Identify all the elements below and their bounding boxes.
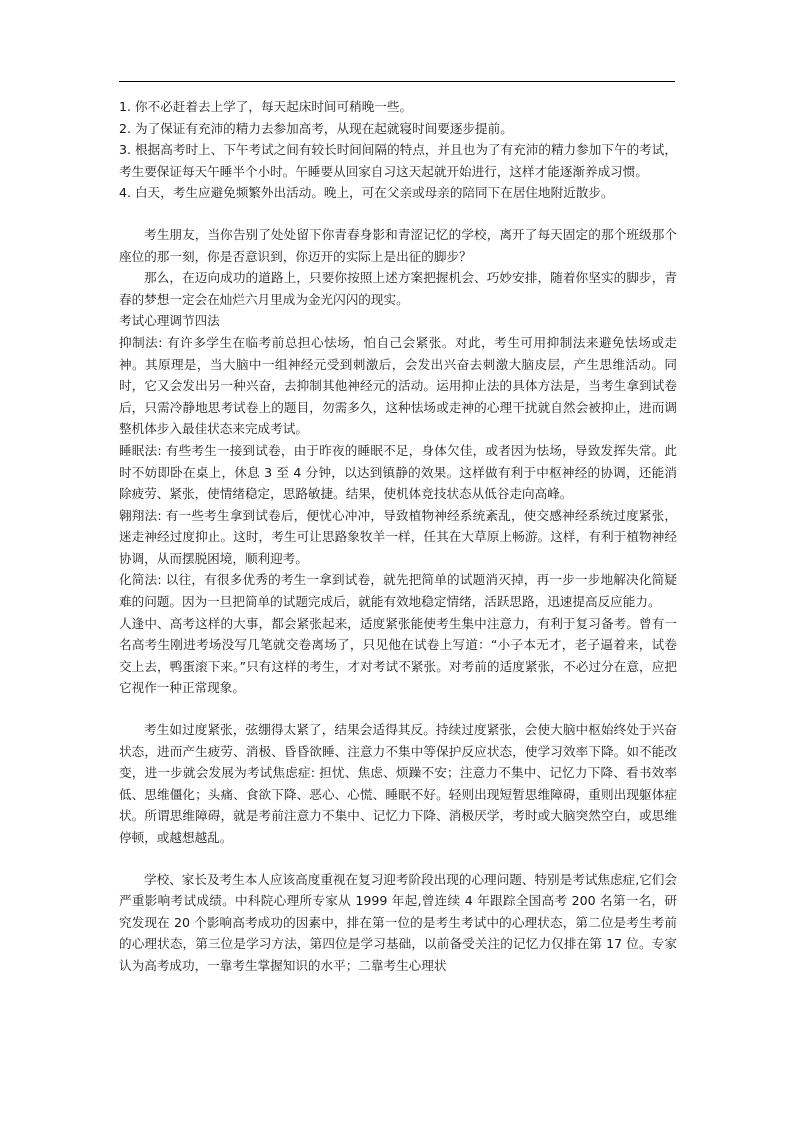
tip-3: 3. 根据高考时上、下午考试之间有较长时间间隔的特点，并且也为了有充沛的精力参加下午的考试，考生要保证每天午睡半个小时。午睡要从回家自习这天起就开始进行，这样才能逐渐养成习惯。: [119, 142, 677, 179]
tip-4: 4. 白天，考生应避免频繁外出活动。晚上，可在父亲或母亲的陪同下在居住地附近散步。: [119, 185, 614, 201]
spacer: [119, 204, 677, 224]
intro-paragraph-2: 那么，在迈向成功的道路上，只要你按照上述方案把握机会、巧妙安排，随着你坚实的脚步，青春的梦想一定会在灿烂六月里成为金光闪闪的现实。: [119, 270, 677, 307]
header-rule: [119, 81, 675, 82]
paragraph-moderate-tension: 人逢中、高考这样的大事，都会紧张起来，适度紧张能使考生集中注意力，有利于复习备考。曾有一名高考生刚进考场没写几笔就交卷离场了，只见他在试卷上写道：“小子本无才，老子逼着来，试卷交上去，鸭蛋滚下来。”只有这样的考生，才对考试不紧张。对考前的适度紧张，不必过分在意，应把它视作一种正常现象。: [119, 615, 677, 696]
tip-2: 2. 为了保证有充沛的精力去参加高考，从现在起就寝时间要逐步提前。: [119, 120, 513, 136]
method-soar: 翱翔法: 有一些考生拿到试卷后，便忧心冲冲，导致植物神经系统紊乱，使交感神经系统过度紧张，迷走神经过度抑止。这时，考生可让思路象牧羊一样，任其在大草原上畅游。这样，有利于植物神经协调，从而摆脱困境，顺利迎考。: [119, 507, 677, 566]
method-simplify: 化简法: 以往，有很多优秀的考生一拿到试卷，就先把简单的试题消灭掉，再一步一步地解决化简疑难的问题。因为一旦把简单的试题完成后，就能有效地稳定情绪，活跃思路，迅速提高反应能力。: [119, 572, 677, 610]
paragraph-excess-tension: 考生如过度紧张，弦绷得太紧了，结果会适得其反。持续过度紧张，会使大脑中枢始终处于兴奋状态，进而产生疲劳、消极、昏昏欲睡、注意力不集中等保护反应状态，使学习效率下降。如不能改变，进一步就会发展为考试焦虑症: 担忧、焦虑、烦躁不安；注意力不集中、记忆力下降、看书效率低、思维僵化；头痛、食欲下降、恶心、心慌、睡眠不好。轻则出现短暂思维障碍，重则出现躯体症状。所谓思维障碍，就是考前注意力不集中、记忆力下降、消极厌学，考时或大脑突然空白，或思维停顿，或越想越乱。: [119, 722, 677, 845]
document-body: [119, 96, 677, 977]
section-title: 考试心理调节四法: [119, 313, 220, 329]
spacer: [119, 849, 677, 869]
intro-paragraph-1: 考生朋友，当你告别了处处留下你青春身影和青涩记忆的学校，离开了每天固定的那个班级那个座位的那一刻，你是否意识到，你迈开的实际上是出征的脚步？: [119, 226, 677, 264]
method-suppression: 抑制法: 有许多学生在临考前总担心怯场，怕自己会紧张。对此，考生可用抑制法来避免怯场或走神。其原理是，当大脑中一组神经元受到刺激后，会发出兴奋去刺激大脑皮层，产生思维活动。同时，它又会发出另一种兴奋，去抑制其他神经元的活动。运用抑止法的具体方法是，当考生拿到试卷后，只需冷静地思考试卷上的题目，勿需多久，这种怯场或走神的心理干扰就自然会被抑止，进而调整机体步入最佳状态来完成考试。: [119, 334, 677, 437]
spacer: [119, 699, 677, 719]
tip-1: 1. 你不必赶着去上学了，每天起床时间可稍晚一些。: [119, 99, 413, 114]
method-sleep: 睡眠法: 有些考生一接到试卷，由于昨夜的睡眠不足，身体欠佳，或者因为怯场，导致发挥失常。此时不妨即卧在桌上，休息 3 至 4 分钟，以达到镇静的效果。这样做有利于中枢神经的协调，还能消除疲劳、紧张，使情绪稳定，思路敏捷。结果，使机体竞技状态从低谷走向高峰。: [119, 442, 677, 502]
paragraph-school-parents: 学校、家长及考生本人应该高度重视在复习迎考阶段出现的心理问题、特别是考试焦虑症,它们会严重影响考试成绩。中科院心理所专家从 1999 年起,曾连续 4 年跟踪全国高考 200 名第一名，研究发现在 20 个影响高考成功的因素中，排在第一位的是考生考试中的心理状态，第二位是考生考前的心理状态，第三位是学习方法，第四位是学习基础，以前备受关注的记忆力仅排在第 17 位。专家认为高考成功，一靠考生掌握知识的水平；二靠考生心理状: [119, 871, 677, 973]
